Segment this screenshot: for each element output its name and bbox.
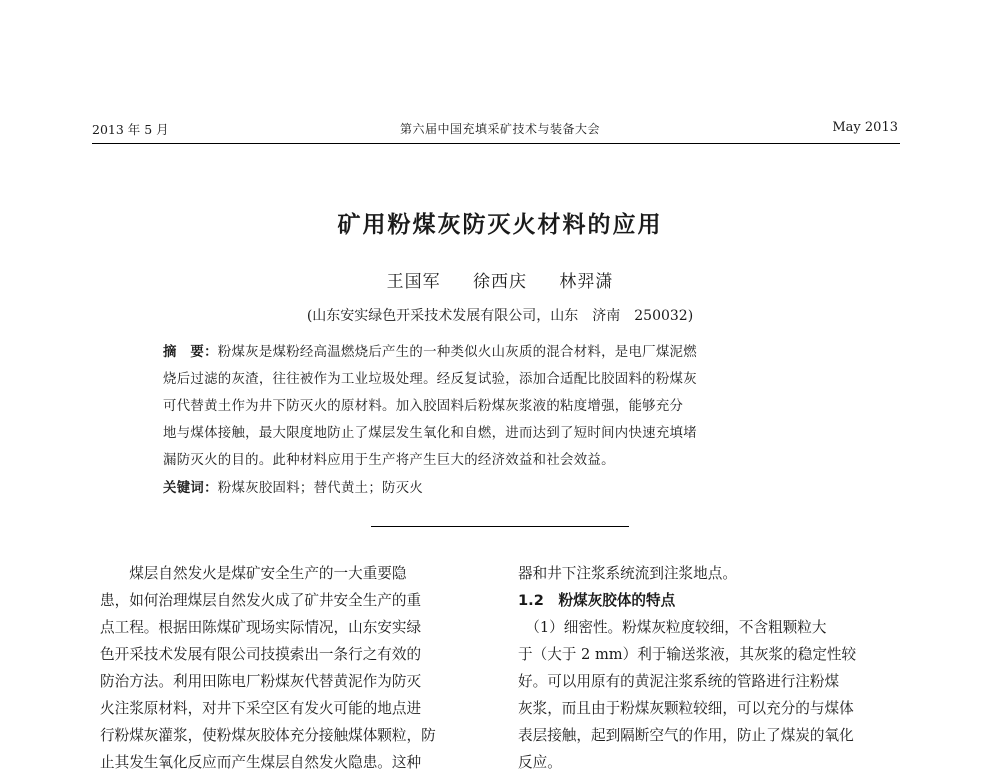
abstract-label: 摘 要： bbox=[163, 345, 218, 360]
author: 林羿潇 bbox=[559, 272, 614, 292]
section-heading: 1.2 粉煤灰胶体的特点 bbox=[518, 592, 676, 609]
body-line: 煤层自然发火是煤矿安全生产的一大重要隐 bbox=[100, 565, 407, 582]
body-line: 止其发生氧化反应而产生煤层自然发火隐患。这种 bbox=[100, 754, 422, 771]
body-line: 防治方法。利用田陈电厂粉煤灰代替黄泥作为防灭 bbox=[100, 673, 422, 690]
body-line: 灰浆，而且由于粉煤灰颗粒较细，可以充分的与煤体 bbox=[518, 700, 854, 717]
abstract-line: 粉煤灰是煤粉经高温燃烧后产生的一种类似火山灰质的混合材料，是电厂煤泥燃 bbox=[217, 345, 697, 360]
abstract-line: 地与煤体接触，最大限度地防止了煤层发生氧化和自燃，进而达到了短时间内快速充填堵 bbox=[163, 426, 697, 441]
body-line: 火注浆原材料，对井下采空区有发火可能的地点进 bbox=[100, 700, 422, 717]
body-line: 好。可以用原有的黄泥注浆系统的管路进行注粉煤 bbox=[518, 673, 840, 690]
body-line: 表层接触，起到隔断空气的作用，防止了煤炭的氧化 bbox=[518, 727, 854, 744]
header-date-en: May 2013 bbox=[832, 120, 898, 135]
paper-title: 矿用粉煤灰防灭火材料的应用 bbox=[337, 212, 663, 238]
abstract-line: 漏防灭火的目的。此种材料应用于生产将产生巨大的经济效益和社会效益。 bbox=[163, 453, 615, 468]
header-rule bbox=[92, 143, 900, 144]
keywords-label: 关键词： bbox=[163, 481, 218, 496]
keywords-text: 粉煤灰胶固料；替代黄土；防灭火 bbox=[217, 481, 424, 496]
abstract-line: 烧后过滤的灰渣，往往被作为工业垃圾处理。经反复试验，添加合适配比胶固料的粉煤灰 bbox=[163, 372, 697, 387]
header-date: 2013 年 5 月 bbox=[92, 122, 169, 137]
body-line: 患，如何治理煤层自然发火成了矿井安全生产的重 bbox=[100, 592, 422, 609]
keywords bbox=[163, 477, 423, 496]
body-line: 反应。 bbox=[518, 754, 562, 771]
body-line: （1）细密性。粉煤灰粒度较细，不含粗颗粒大 bbox=[518, 619, 827, 636]
affiliation: (山东安实绿色开采技术发展有限公司，山东 济南 250032) bbox=[306, 308, 694, 324]
header-conference: 第六届中国充填采矿技术与装备大会 bbox=[399, 122, 600, 136]
section-separator bbox=[371, 526, 629, 527]
body-line: 器和井下注浆系统流到注浆地点。 bbox=[518, 565, 737, 582]
body-line: 行粉煤灰灌浆，使粉煤灰胶体充分接触煤体颗粒，防 bbox=[100, 727, 436, 744]
author: 徐西庆 bbox=[473, 272, 527, 292]
abstract-line: 可代替黄土作为井下防灭火的原材料。加入胶固料后粉煤灰浆液的粘度增强，能够充分 bbox=[163, 399, 684, 414]
body-line: 色开采技术发展有限公司技摸索出一条行之有效的 bbox=[100, 646, 422, 663]
body-line: 于（大于 2 mm）利于输送浆液，其灰浆的稳定性较 bbox=[518, 646, 857, 663]
author: 王国军 bbox=[386, 272, 441, 292]
body-line: 点工程。根据田陈煤矿现场实际情况，山东安实绿 bbox=[100, 619, 422, 636]
authors bbox=[0, 267, 1000, 292]
